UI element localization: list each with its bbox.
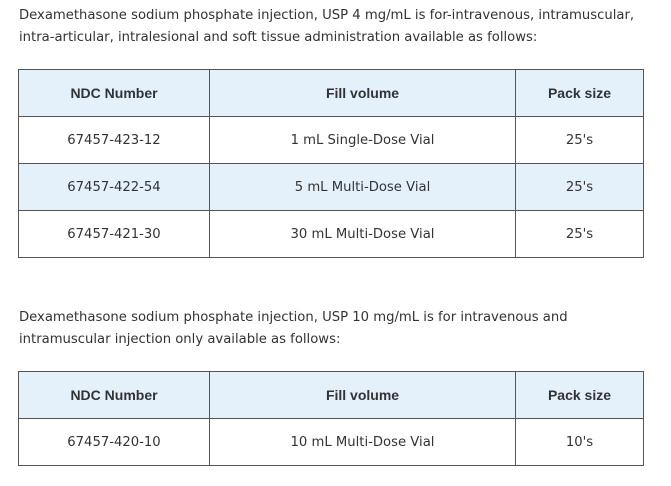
table-row: [19, 419, 644, 466]
ndc-table-10mg: [18, 371, 644, 466]
fill-volume-cell: 1 mL Single-Dose Vial: [210, 117, 516, 164]
section-2-intro: Dexamethasone sodium phosphate injection, USP 10 mg/mL is for intravenous and intramuscular injection only available as follows:: [19, 310, 568, 347]
pack-size-cell: 25's: [516, 164, 644, 211]
pack-size-cell: 10's: [516, 419, 644, 466]
fill-volume-cell: 10 mL Multi-Dose Vial: [210, 419, 516, 466]
fill-volume-cell: 30 mL Multi-Dose Vial: [210, 211, 516, 258]
column-header-fill-volume: Fill volume: [210, 70, 516, 117]
pack-size-cell: 25's: [516, 211, 644, 258]
column-header-fill-volume: Fill volume: [210, 372, 516, 419]
column-header-pack-size: Pack size: [516, 372, 644, 419]
fill-volume-cell: 5 mL Multi-Dose Vial: [210, 164, 516, 211]
ndc-cell: 67457-421-30: [19, 211, 210, 258]
ndc-cell: 67457-420-10: [19, 419, 210, 466]
table-header-row: [19, 70, 644, 117]
table-row: [19, 211, 644, 258]
pack-size-cell: 25's: [516, 117, 644, 164]
ndc-cell: 67457-422-54: [19, 164, 210, 211]
column-header-pack-size: Pack size: [516, 70, 644, 117]
table-row: [19, 117, 644, 164]
table-header-row: [19, 372, 644, 419]
column-header-ndc: NDC Number: [19, 70, 210, 117]
ndc-cell: 67457-423-12: [19, 117, 210, 164]
section-1-intro: Dexamethasone sodium phosphate injection, USP 4 mg/mL is for-intravenous, intramuscular, intra-articular, intralesional and soft tissue administration available as follows:: [19, 8, 635, 45]
column-header-ndc: NDC Number: [19, 372, 210, 419]
ndc-table-4mg: [18, 69, 644, 258]
table-row: [19, 164, 644, 211]
